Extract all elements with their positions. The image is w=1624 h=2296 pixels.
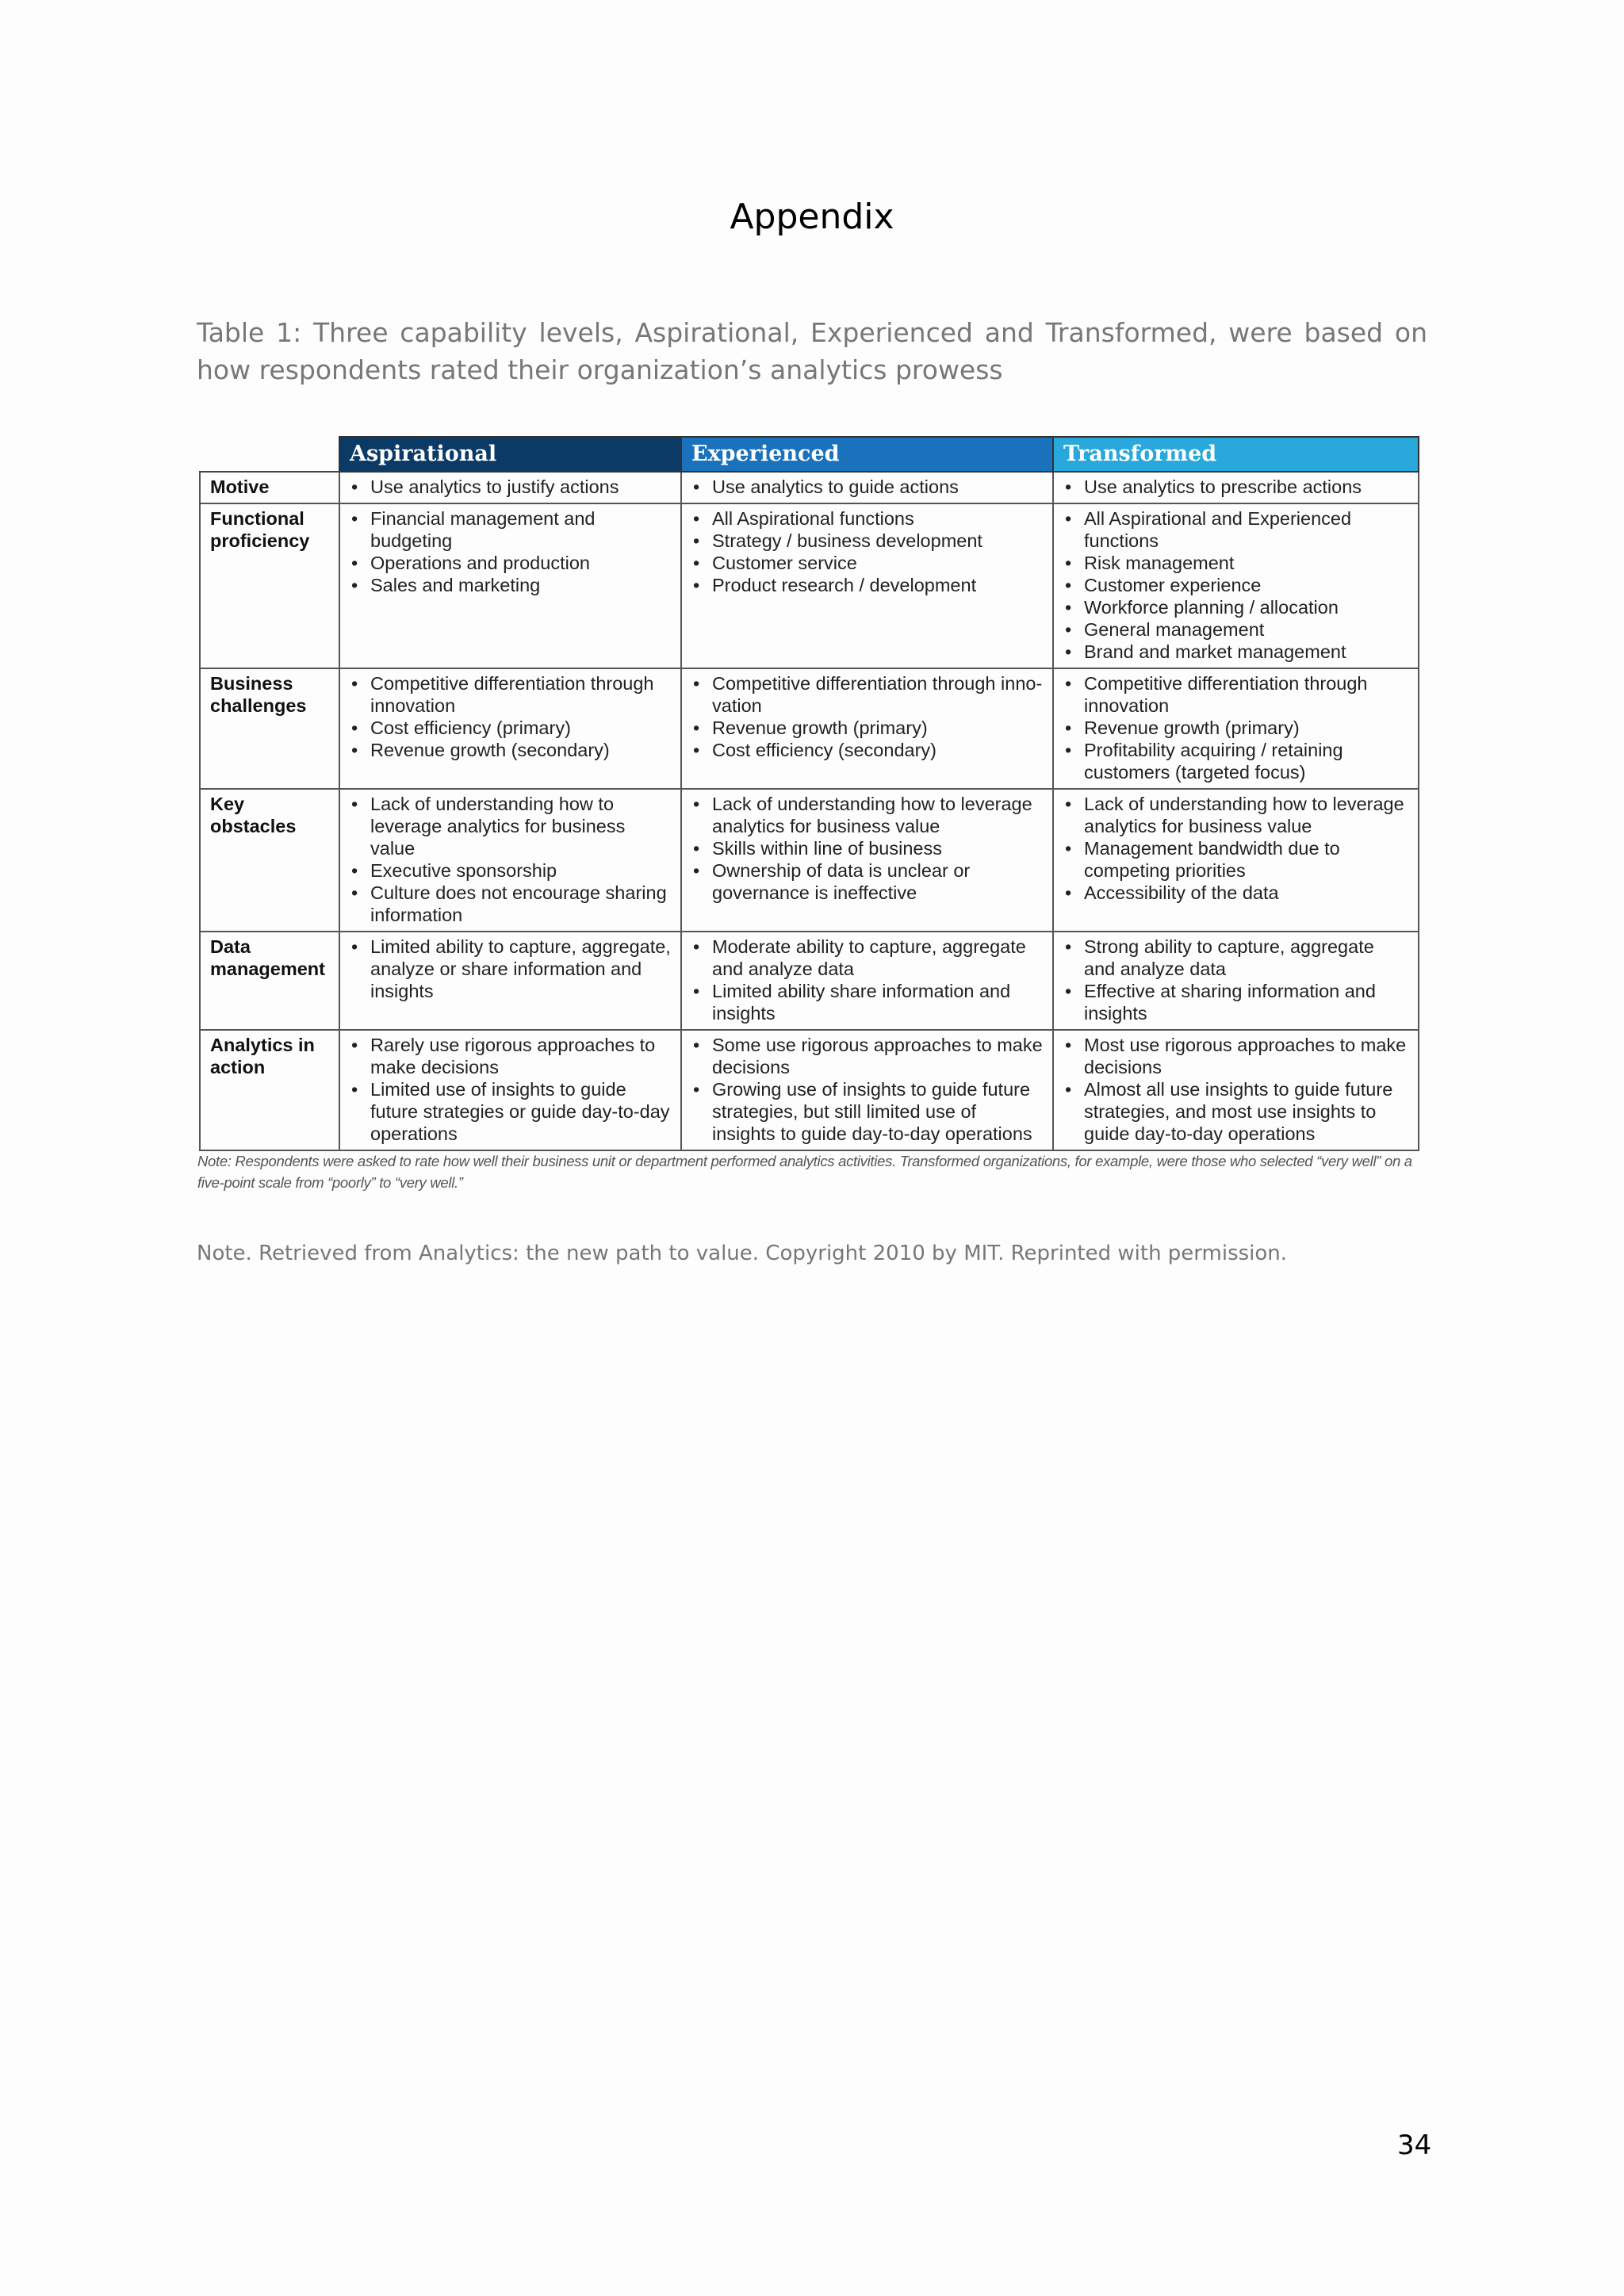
table-row: [200, 1030, 1419, 1150]
bullet-list: [1063, 476, 1410, 498]
row-label: Functional proficiency: [200, 503, 339, 668]
table-row: [200, 668, 1419, 789]
list-item: • Customer service: [691, 552, 1044, 574]
list-item: • Most use rigorous approaches to make decisions: [1063, 1034, 1410, 1078]
bullet-list: [1063, 672, 1410, 783]
cell-transformed: [1053, 932, 1419, 1030]
list-item: • Revenue growth (primary): [1063, 717, 1410, 739]
list-item: • Use analytics to guide actions: [691, 476, 1044, 498]
list-item: • Product research / development: [691, 574, 1044, 596]
list-item: • Skills within line of business: [691, 837, 1044, 859]
source-note: Note. Retrieved from Analytics: the new path to value. Copyright 2010 by MIT. Reprinted with permission.: [197, 1242, 1288, 1265]
bullet-list: [1063, 1034, 1410, 1145]
list-item: • Culture does not encourage sharing information: [350, 882, 672, 926]
bullet-list: [350, 672, 672, 761]
cell-aspirational: [339, 503, 681, 668]
list-item: • Use analytics to justify actions: [350, 476, 672, 498]
cell-experienced: [681, 472, 1053, 503]
table-note: Note: Respondents were asked to rate how well their business unit or department performed analytics activities. Transformed organizations, for example, were those who selected “very well” on a five-point scale from “poorly” to “very well.”: [197, 1153, 1412, 1191]
list-item: • Effective at sharing information and insights: [1063, 980, 1410, 1024]
cell-aspirational: [339, 668, 681, 789]
row-label: Motive: [200, 472, 339, 503]
bullet-list: [691, 672, 1044, 761]
list-item: • Strategy / business development: [691, 530, 1044, 552]
table-row: [200, 789, 1419, 932]
list-item: • Limited ability share information and insights: [691, 980, 1044, 1024]
bullet-list: [691, 793, 1044, 904]
list-item: • Executive sponsorship: [350, 859, 672, 882]
page-title: Appendix: [730, 197, 894, 237]
list-item: • Ownership of data is unclear or governance is ineffective: [691, 859, 1044, 904]
row-label: Data management: [200, 932, 339, 1030]
header-aspirational: Aspirational: [339, 437, 681, 472]
cell-aspirational: [339, 472, 681, 503]
page-number: 34: [1397, 2130, 1432, 2161]
header-transformed: Transformed: [1053, 437, 1419, 472]
list-item: • Profitability acquiring / retaining customers (targeted focus): [1063, 739, 1410, 783]
bullet-list: [1063, 507, 1410, 663]
table-body: [200, 472, 1419, 1150]
cell-aspirational: [339, 1030, 681, 1150]
cell-aspirational: [339, 932, 681, 1030]
capability-table: [199, 436, 1419, 1151]
bullet-list: [691, 936, 1044, 1024]
list-item: • Cost efficiency (secondary): [691, 739, 1044, 761]
cell-experienced: [681, 503, 1053, 668]
list-item: • Limited ability to capture, aggregate, analyze or share information and insights: [350, 936, 672, 1002]
cell-transformed: [1053, 472, 1419, 503]
cell-experienced: [681, 789, 1053, 932]
header-experienced: Experienced: [681, 437, 1053, 472]
row-label: Analytics in action: [200, 1030, 339, 1150]
list-item: • Strong ability to capture, aggregate and analyze data: [1063, 936, 1410, 980]
bullet-list: [691, 507, 1044, 596]
table-row: [200, 472, 1419, 503]
bullet-list: [350, 507, 672, 596]
bullet-list: [350, 793, 672, 926]
list-item: • Sales and marketing: [350, 574, 672, 596]
list-item: • Limited use of insights to guide future strategies or guide day-to-day operations: [350, 1078, 672, 1145]
list-item: • Revenue growth (primary): [691, 717, 1044, 739]
list-item: • Cost efficiency (primary): [350, 717, 672, 739]
list-item: • Accessibility of the data: [1063, 882, 1410, 904]
table-row: [200, 932, 1419, 1030]
cell-experienced: [681, 1030, 1053, 1150]
table-caption: Table 1: Three capability levels, Aspirational, Experienced and Transformed, were based on how respondents rated their organization’s analytics prowess: [197, 317, 1427, 385]
list-item: • Management bandwidth due to competing priorities: [1063, 837, 1410, 882]
cell-transformed: [1053, 1030, 1419, 1150]
cell-aspirational: [339, 789, 681, 932]
header-corner: [200, 437, 339, 472]
list-item: • All Aspirational functions: [691, 507, 1044, 530]
bullet-list: [1063, 793, 1410, 904]
cell-transformed: [1053, 668, 1419, 789]
list-item: • Lack of understanding how to leverage analytics for business value: [691, 793, 1044, 837]
table-row: [200, 503, 1419, 668]
list-item: • Revenue growth (secondary): [350, 739, 672, 761]
cell-transformed: [1053, 503, 1419, 668]
list-item: • Brand and market management: [1063, 641, 1410, 663]
list-item: • Rarely use rigorous approaches to make decisions: [350, 1034, 672, 1078]
list-item: • Workforce planning / allocation: [1063, 596, 1410, 618]
bullet-list: [350, 936, 672, 1002]
list-item: • Risk management: [1063, 552, 1410, 574]
list-item: • General management: [1063, 618, 1410, 641]
cell-experienced: [681, 668, 1053, 789]
table-header-row: [200, 437, 1419, 472]
row-label: Business challenges: [200, 668, 339, 789]
bullet-list: [1063, 936, 1410, 1024]
list-item: • Competitive differentiation through innovation: [350, 672, 672, 717]
list-item: • Lack of understanding how to leverage analytics for business value: [1063, 793, 1410, 837]
bullet-list: [691, 476, 1044, 498]
cell-experienced: [681, 932, 1053, 1030]
list-item: • Customer experience: [1063, 574, 1410, 596]
list-item: • Almost all use insights to guide future strategies, and most use insights to guide day-to-day operations: [1063, 1078, 1410, 1145]
list-item: • Some use rigorous approaches to make decisions: [691, 1034, 1044, 1078]
list-item: • Operations and production: [350, 552, 672, 574]
cell-transformed: [1053, 789, 1419, 932]
list-item: • Growing use of insights to guide future strategies, but still limited use of insights to guide day-to-day operations: [691, 1078, 1044, 1145]
list-item: • Financial management and budgeting: [350, 507, 672, 552]
bullet-list: [691, 1034, 1044, 1145]
list-item: • Competitive differentiation through inno-vation: [691, 672, 1044, 717]
bullet-list: [350, 1034, 672, 1145]
row-label: Key obstacles: [200, 789, 339, 932]
list-item: • Use analytics to prescribe actions: [1063, 476, 1410, 498]
list-item: • Moderate ability to capture, aggregate and analyze data: [691, 936, 1044, 980]
list-item: • Lack of understanding how to leverage analytics for business value: [350, 793, 672, 859]
bullet-list: [350, 476, 672, 498]
list-item: • Competitive differentiation through innovation: [1063, 672, 1410, 717]
list-item: • All Aspirational and Experienced functions: [1063, 507, 1410, 552]
